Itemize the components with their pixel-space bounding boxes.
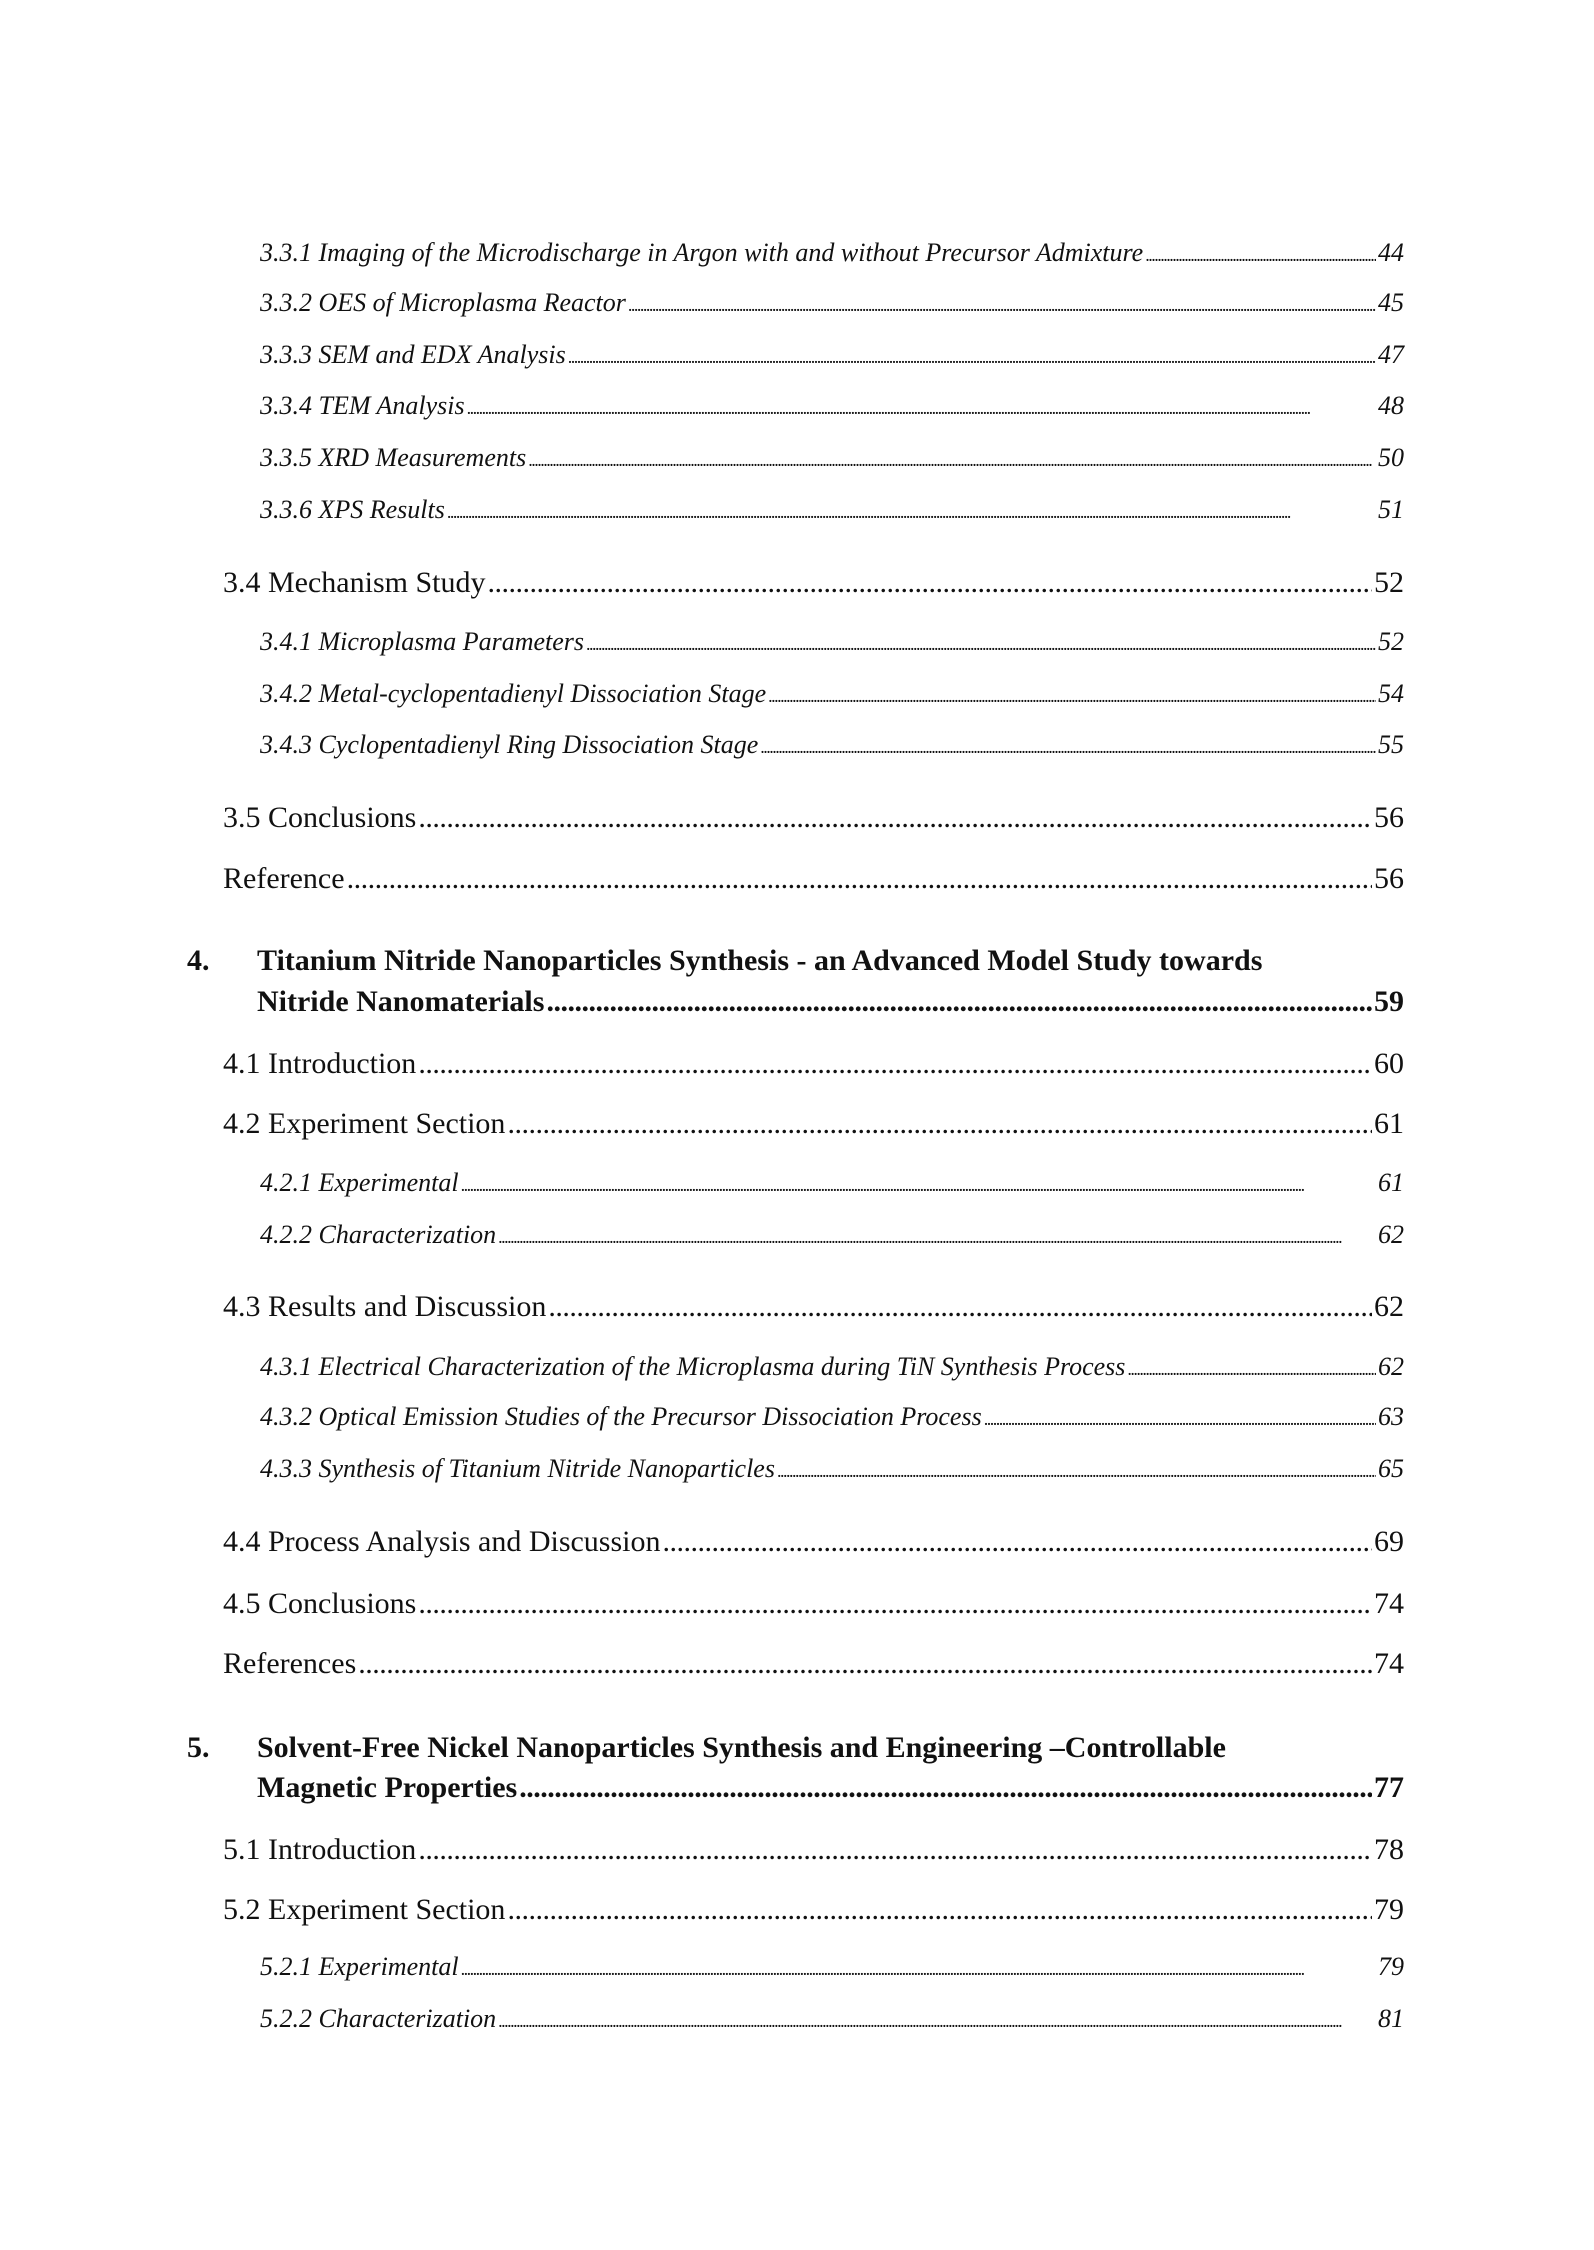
toc-entry-page: 51 (1378, 495, 1404, 524)
toc-entry-title: 3.3.2 OES of Microplasma Reactor (260, 288, 626, 317)
toc-entry[interactable] (223, 1044, 1404, 1084)
toc-entry-title: 4.5 Conclusions (223, 1587, 417, 1620)
toc-entry-page: 54 (1378, 679, 1404, 708)
dot-leader (1127, 1349, 1376, 1387)
toc-entry-page: 79 (1374, 1893, 1404, 1926)
toc-entry-page: 74 (1374, 1587, 1404, 1620)
toc-entry-page: 56 (1374, 801, 1404, 834)
toc-entry-page: 55 (1378, 730, 1404, 759)
toc-entry-title: 4.4 Process Analysis and Discussion (223, 1525, 661, 1558)
toc-entry[interactable] (223, 1104, 1404, 1144)
toc-entry[interactable] (260, 440, 1404, 476)
toc-entry[interactable] (223, 798, 1404, 838)
toc-entry-title: 3.3.4 TEM Analysis (260, 391, 465, 420)
toc-entry-page: 74 (1374, 1647, 1404, 1680)
toc-entry[interactable] (223, 1890, 1404, 1930)
toc-entry[interactable] (260, 1399, 1404, 1435)
chapter-entry[interactable] (257, 1768, 1404, 1808)
toc-entry-page: 78 (1374, 1833, 1404, 1866)
dot-leader (663, 1522, 1373, 1562)
chapter-number: 4. (187, 944, 210, 977)
dot-leader (418, 1584, 1372, 1624)
toc-entry-page: 52 (1378, 627, 1404, 656)
toc-entry[interactable] (260, 388, 1404, 424)
dot-leader (548, 1287, 1372, 1327)
toc-entry-page: 65 (1378, 1454, 1404, 1483)
toc-entry-title: 5.2.2 Characterization (260, 2004, 497, 2033)
toc-entry-title: 4.2 Experiment Section (223, 1107, 506, 1140)
toc-entry-title: 3.4.2 Metal-cyclopentadienyl Dissociation Stage (260, 679, 767, 708)
toc-entry-page: 59 (1374, 985, 1404, 1018)
dot-leader (418, 1830, 1372, 1870)
toc-entry-page: 61 (1374, 1107, 1404, 1140)
toc-entry-title: 3.4.3 Cyclopentadienyl Ring Dissociation Stage (260, 730, 759, 759)
dot-leader (586, 624, 1376, 662)
toc-entry-title: 3.3.5 XRD Measurements (260, 443, 527, 472)
toc-entry-page: 79 (1378, 1952, 1404, 1981)
dot-leader (498, 2001, 1376, 2039)
toc-entry-page: 52 (1374, 566, 1404, 599)
dot-leader (528, 440, 1376, 478)
toc-entry-title: 4.3.3 Synthesis of Titanium Nitride Nanoparticles (260, 1454, 775, 1483)
toc-entry[interactable] (260, 235, 1404, 271)
toc-entry-page: 69 (1374, 1525, 1404, 1558)
toc-entry-title: Reference (223, 862, 345, 895)
toc-entry-title: 3.4 Mechanism Study (223, 566, 486, 599)
toc-entry-title: 4.1 Introduction (223, 1047, 417, 1080)
toc-entry-title: 3.4.1 Microplasma Parameters (260, 627, 585, 656)
dot-leader (418, 798, 1372, 838)
dot-leader (546, 982, 1372, 1022)
toc-entry-title: 4.2.1 Experimental (260, 1168, 459, 1197)
dot-leader (1145, 235, 1376, 273)
dot-leader (568, 337, 1376, 375)
toc-entry[interactable] (260, 1349, 1404, 1385)
toc-entry-title: 4.3 Results and Discussion (223, 1290, 547, 1323)
toc-entry[interactable] (260, 285, 1404, 321)
dot-leader (768, 676, 1376, 714)
toc-entry-title: 3.3.6 XPS Results (260, 495, 445, 524)
toc-entry-page: 62 (1378, 1220, 1404, 1249)
toc-entry-page: 50 (1378, 443, 1404, 472)
dot-leader (358, 1644, 1372, 1684)
toc-entry-page: 56 (1374, 862, 1404, 895)
toc-entry[interactable] (223, 859, 1404, 899)
toc-entry-title: 3.3.3 SEM and EDX Analysis (260, 340, 566, 369)
chapter-title-line2: Nitride Nanomaterials (257, 985, 545, 1018)
dot-leader (461, 1949, 1376, 1987)
toc-entry-title: 4.2.2 Characterization (260, 1220, 497, 1249)
toc-entry-title: 4.3.1 Electrical Characterization of the Microplasma during TiN Synthesis Process (260, 1352, 1126, 1381)
toc-entry-title: 5.2.1 Experimental (260, 1952, 459, 1981)
toc-entry-title: 3.3.1 Imaging of the Microdischarge in Argon with and without Precursor Admixture (260, 238, 1144, 267)
dot-leader (519, 1768, 1372, 1808)
toc-entry[interactable] (260, 1217, 1404, 1253)
toc-entry[interactable] (260, 492, 1404, 528)
toc-entry[interactable] (260, 624, 1404, 660)
toc-entry[interactable] (260, 2001, 1404, 2037)
dot-leader (507, 1104, 1372, 1144)
dot-leader (777, 1451, 1376, 1489)
toc-entry-page: 60 (1374, 1047, 1404, 1080)
toc-entry[interactable] (260, 1949, 1404, 1985)
toc-entry-title: References (223, 1647, 357, 1680)
toc-entry-title: 5.2 Experiment Section (223, 1893, 506, 1926)
toc-entry[interactable] (260, 676, 1404, 712)
dot-leader (418, 1044, 1372, 1084)
toc-entry-page: 45 (1378, 288, 1404, 317)
chapter-title-line1[interactable]: Titanium Nitride Nanoparticles Synthesis - an Advanced Model Study towards (257, 944, 1263, 977)
toc-entry-page: 47 (1378, 340, 1404, 369)
toc-entry-page: 77 (1374, 1771, 1404, 1804)
toc-entry-page: 44 (1378, 238, 1404, 267)
toc-entry-page: 63 (1378, 1402, 1404, 1431)
toc-entry-page: 81 (1378, 2004, 1404, 2033)
chapter-number: 5. (187, 1731, 210, 1764)
dot-leader (628, 285, 1376, 323)
chapter-entry[interactable] (257, 982, 1404, 1022)
dot-leader (760, 727, 1376, 765)
dot-leader (347, 859, 1372, 899)
toc-entry-page: 48 (1378, 391, 1404, 420)
dot-leader (447, 492, 1376, 530)
chapter-title-line2: Magnetic Properties (257, 1771, 518, 1804)
toc-entry-page: 61 (1378, 1168, 1404, 1197)
toc-entry-page: 62 (1378, 1352, 1404, 1381)
toc-entry[interactable] (223, 1830, 1404, 1870)
toc-entry[interactable] (260, 337, 1404, 373)
toc-entry-page: 62 (1374, 1290, 1404, 1323)
toc-entry-title: 3.5 Conclusions (223, 801, 417, 834)
toc-entry[interactable] (223, 563, 1404, 603)
toc-entry[interactable] (260, 1451, 1404, 1487)
toc-entry[interactable] (223, 1584, 1404, 1624)
dot-leader (461, 1165, 1376, 1203)
toc-entry[interactable] (223, 1287, 1404, 1327)
chapter-title-line1[interactable]: Solvent-Free Nickel Nanoparticles Synthesis and Engineering –Controllable (257, 1731, 1226, 1764)
toc-entry-title: 4.3.2 Optical Emission Studies of the Precursor Dissociation Process (260, 1402, 982, 1431)
dot-leader (507, 1890, 1372, 1930)
dot-leader (467, 388, 1376, 426)
toc-entry[interactable] (223, 1644, 1404, 1684)
dot-leader (488, 563, 1373, 603)
toc-entry[interactable] (260, 1165, 1404, 1201)
dot-leader (498, 1217, 1376, 1255)
toc-entry[interactable] (223, 1522, 1404, 1562)
toc-entry-title: 5.1 Introduction (223, 1833, 417, 1866)
dot-leader (984, 1399, 1376, 1437)
toc-entry[interactable] (260, 727, 1404, 763)
